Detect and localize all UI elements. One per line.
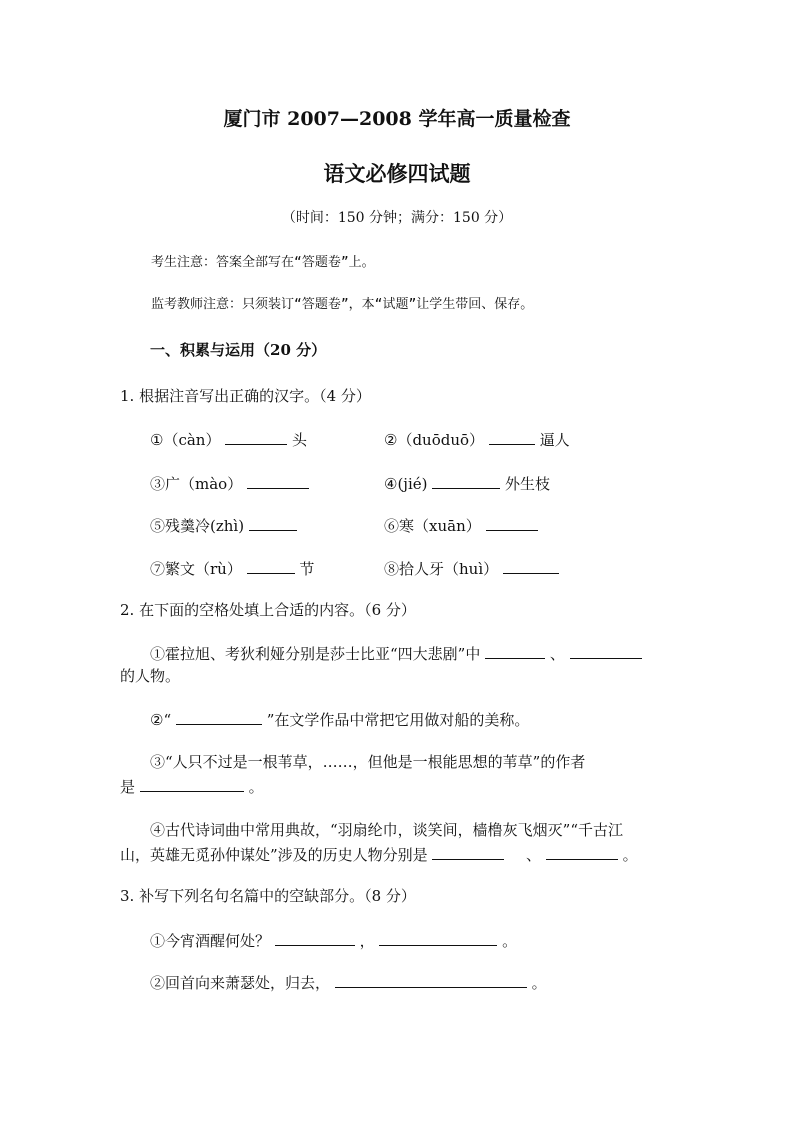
q3-item-1-separator: ， — [359, 932, 375, 950]
q3-item-2-end: 。 — [531, 974, 547, 992]
q3-item-1 — [150, 930, 517, 951]
answer-blank[interactable] — [379, 930, 497, 946]
answer-blank[interactable] — [225, 429, 287, 445]
answer-blank[interactable] — [432, 844, 504, 860]
q3-item-1-end: 。 — [502, 932, 518, 950]
q1-item-7 — [150, 558, 314, 579]
answer-blank[interactable] — [503, 558, 559, 574]
q2-item-1-separator: 、 — [549, 645, 565, 663]
answer-blank[interactable] — [546, 844, 618, 860]
answer-blank[interactable] — [140, 776, 244, 792]
exam-title-subject: 语文必修四试题 — [323, 161, 471, 186]
q2-item-2-text: ”在文学作品中常把它用做对船的美称。 — [266, 711, 530, 729]
q1-item-2 — [384, 429, 570, 450]
q1-item-6-prompt: ⑥寒（xuān） — [384, 517, 481, 535]
q2-item-4: ④古代诗词曲中常用典故，“羽扇纶巾，谈笑间，樯橹灰飞烟灭”“千古江 — [150, 821, 624, 839]
proctor-note: 监考教师注意：只须装订“答题卷”，本“试题”让学生带回、保存。 — [151, 297, 534, 312]
q1-item-4 — [384, 473, 550, 494]
q1-item-1-suffix: 头 — [292, 431, 308, 449]
q2-item-2 — [150, 709, 529, 730]
exam-title-region: 厦门市 2007—2008 学年高一质量检查 — [223, 108, 571, 130]
q2-item-1-text: ①霍拉旭、考狄利娅分别是莎士比亚“四大悲剧”中 — [150, 645, 481, 663]
q2-item-3-prefix: 是 — [120, 778, 136, 796]
q1-item-8 — [384, 558, 559, 579]
q3-item-1-text: ①今宵酒醒何处？ — [150, 932, 271, 950]
q1-item-5 — [150, 515, 297, 536]
answer-blank[interactable] — [432, 473, 500, 489]
answer-blank[interactable] — [335, 972, 527, 988]
student-note: 考生注意：答案全部写在“答题卷”上。 — [151, 255, 375, 270]
question-1-stem: 1. 根据注音写出正确的汉字。（4 分） — [120, 387, 371, 405]
q2-item-3-continuation — [120, 776, 264, 797]
exam-time-score: （时间：150 分钟；满分：150 分） — [281, 210, 513, 226]
q1-item-7-suffix: 节 — [299, 560, 315, 578]
q3-item-2-text: ②回首向来萧瑟处，归去， — [150, 974, 331, 992]
answer-blank[interactable] — [489, 429, 535, 445]
answer-blank[interactable] — [485, 643, 545, 659]
q1-item-2-prompt: ②（duōduō） — [384, 431, 485, 449]
q1-item-1 — [150, 429, 307, 450]
question-3-stem: 3. 补写下列名句名篇中的空缺部分。（8 分） — [120, 887, 416, 905]
q2-item-2-open: ②“ — [150, 711, 172, 729]
q1-item-4-prompt: ④(jié) — [384, 475, 428, 493]
q2-item-4-end: 。 — [622, 846, 638, 864]
q1-item-7-prompt: ⑦繁文（rù） — [150, 560, 242, 578]
q2-item-3: ③“人只不过是一根苇草，……，但他是一根能思想的苇草”的作者 — [150, 753, 586, 771]
q1-item-3-prompt: ③广（mào） — [150, 475, 243, 493]
section-heading: 一、积累与运用（20 分） — [150, 341, 327, 359]
q1-item-8-prompt: ⑧拾人牙（huì） — [384, 560, 499, 578]
answer-blank[interactable] — [247, 558, 295, 574]
q1-item-3 — [150, 473, 309, 494]
answer-blank[interactable] — [247, 473, 309, 489]
q2-item-4-text: 山，英雄无觅孙仲谋处”涉及的历史人物分别是 — [120, 846, 428, 864]
q2-item-1-continuation: 的人物。 — [120, 667, 181, 685]
q2-item-4-continuation — [120, 844, 638, 865]
answer-blank[interactable] — [176, 709, 262, 725]
answer-blank[interactable] — [249, 515, 297, 531]
q1-item-5-prompt: ⑤残羹冷(zhì) — [150, 517, 245, 535]
q1-item-4-suffix: 外生枝 — [505, 475, 551, 493]
q1-item-1-prompt: ①（càn） — [150, 431, 221, 449]
answer-blank[interactable] — [570, 643, 642, 659]
q1-item-2-suffix: 逼人 — [539, 431, 570, 449]
q2-item-4-separator: 、 — [526, 846, 542, 864]
answer-blank[interactable] — [275, 930, 355, 946]
question-2-stem: 2. 在下面的空格处填上合适的内容。（6 分） — [120, 601, 416, 619]
q3-item-2 — [150, 972, 547, 993]
q2-item-3-end: 。 — [248, 778, 264, 796]
q2-item-1 — [150, 643, 642, 664]
answer-blank[interactable] — [486, 515, 538, 531]
q1-item-6 — [384, 515, 538, 536]
